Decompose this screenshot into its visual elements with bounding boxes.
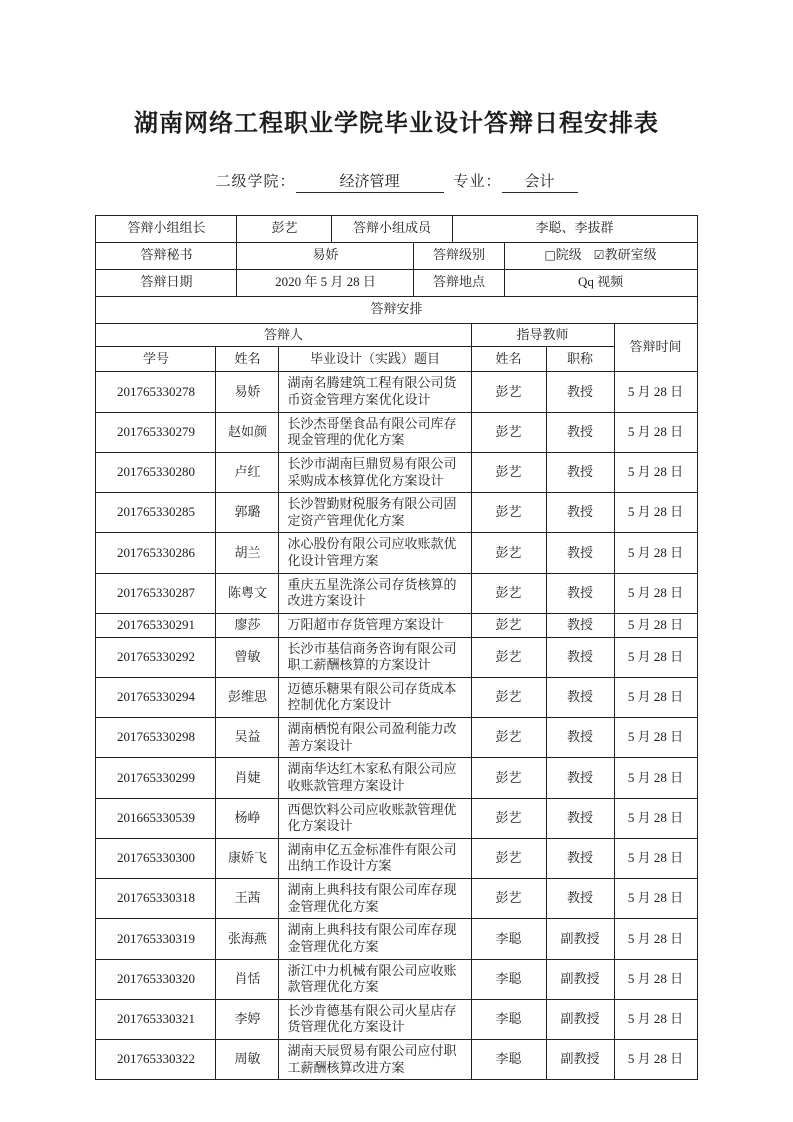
schedule-row [96,637,697,677]
advisor-title-cell: 教授 [546,879,614,919]
topic-column-header: 毕业设计（实践）题目 [279,347,471,372]
advisor-name-cell: 彭艺 [471,637,546,677]
topic-cell: 长沙杰哥堡食品有限公司库存现金管理的优化方案 [279,412,471,452]
form-header-line [0,170,793,193]
topic-cell: 湖南华达红木家私有限公司应收账款管理方案设计 [279,758,471,798]
schedule-column-header-row [96,347,697,372]
schedule-row [96,533,697,573]
advisor-title-cell: 教授 [546,533,614,573]
defense-time-cell: 5 月 28 日 [614,372,697,412]
advisor-group-header: 指导教师 [471,323,614,347]
defense-info-table [95,215,697,324]
student-id-cell: 201765330300 [96,838,216,878]
student-name-cell: 曾敏 [216,637,279,677]
student-id-cell: 201765330319 [96,919,216,959]
student-name-cell: 彭维思 [216,677,279,717]
topic-cell: 长沙肯德基有限公司火星店存货管理优化方案设计 [279,999,471,1039]
defense-time-cell: 5 月 28 日 [614,838,697,878]
student-id-cell: 201665330539 [96,798,216,838]
advisor-name-cell: 李聪 [471,999,546,1039]
advisor-title-cell: 教授 [546,493,614,533]
defense-time-cell: 5 月 28 日 [614,798,697,838]
schedule-row [96,919,697,959]
topic-cell: 冰心股份有限公司应收账款优化设计管理方案 [279,533,471,573]
advisor-name-cell: 彭艺 [471,613,546,637]
level-option-institute [544,247,581,262]
date-label: 答辩日期 [96,269,237,296]
defense-time-cell: 5 月 28 日 [614,919,697,959]
major-label: 专业： [453,174,502,190]
advisor-title-cell: 教授 [546,412,614,452]
schedule-row [96,718,697,758]
schedule-row [96,677,697,717]
schedule-row [96,838,697,878]
schedule-row [96,613,697,637]
advisor-title-cell: 教授 [546,677,614,717]
advisor-title-cell: 教授 [546,452,614,492]
topic-cell: 湖南栖悦有限公司盈利能力改善方案设计 [279,718,471,758]
advisor-name-cell: 彭艺 [471,372,546,412]
topic-cell: 湖南上典科技有限公司库存现金管理优化方案 [279,879,471,919]
date-value: 2020 年 5 月 28 日 [237,269,414,296]
schedule-group-header-row [96,323,697,347]
college-value: 经济管理 [296,173,444,193]
advisor-title-cell: 教授 [546,573,614,613]
student-name-cell: 肖恬 [216,959,279,999]
student-id-column-header: 学号 [96,347,216,372]
topic-cell: 湖南名腾建筑工程有限公司货币资金管理方案优化设计 [279,372,471,412]
defender-group-header: 答辩人 [96,323,471,347]
student-id-cell: 201765330294 [96,677,216,717]
advisor-title-cell: 教授 [546,798,614,838]
advisor-title-cell: 教授 [546,613,614,637]
schedule-row [96,573,697,613]
schedule-rows-body [96,372,697,1080]
advisor-name-cell: 李聪 [471,919,546,959]
checkbox-unchecked-icon: □ [544,248,556,263]
secretary-value: 易娇 [237,242,414,269]
advisor-title-cell: 教授 [546,718,614,758]
schedule-row [96,412,697,452]
student-id-cell: 201765330287 [96,573,216,613]
student-id-cell: 201765330299 [96,758,216,798]
schedule-row [96,959,697,999]
advisor-name-cell: 彭艺 [471,758,546,798]
defense-time-cell: 5 月 28 日 [614,452,697,492]
group-leader-value: 彭艺 [237,215,332,242]
schedule-row [96,372,697,412]
student-id-cell: 201765330292 [96,637,216,677]
advisor-title-cell: 副教授 [546,919,614,959]
student-id-cell: 201765330285 [96,493,216,533]
student-name-cell: 张海燕 [216,919,279,959]
checkbox-checked-icon: ☑ [593,248,605,263]
schedule-row [96,758,697,798]
defense-time-cell: 5 月 28 日 [614,412,697,452]
student-name-column-header: 姓名 [216,347,279,372]
advisor-name-cell: 彭艺 [471,838,546,878]
advisor-title-cell: 教授 [546,838,614,878]
topic-cell: 万阳超市存货管理方案设计 [279,613,471,637]
defense-time-cell: 5 月 28 日 [614,1040,697,1080]
group-leader-label: 答辩小组组长 [96,215,237,242]
level-option-institute-label: 院级 [555,247,582,263]
location-label: 答辩地点 [414,269,504,296]
info-row-secretary [96,242,697,269]
advisor-name-cell: 李聪 [471,959,546,999]
advisor-name-cell: 彭艺 [471,533,546,573]
advisor-name-cell: 彭艺 [471,452,546,492]
level-option-teaching-office [594,247,657,262]
schedule-row [96,1040,697,1080]
schedule-row [96,798,697,838]
student-id-cell: 201765330318 [96,879,216,919]
info-row-arrangement [96,296,697,323]
student-name-cell: 肖婕 [216,758,279,798]
student-id-cell: 201765330279 [96,412,216,452]
defense-time-cell: 5 月 28 日 [614,999,697,1039]
student-name-cell: 赵如颜 [216,412,279,452]
advisor-name-cell: 李聪 [471,1040,546,1080]
student-name-cell: 杨峥 [216,798,279,838]
student-name-cell: 康娇飞 [216,838,279,878]
defense-time-cell: 5 月 28 日 [614,718,697,758]
topic-cell: 长沙市基信商务咨询有限公司职工薪酬核算的方案设计 [279,637,471,677]
student-name-cell: 郭璐 [216,493,279,533]
student-id-cell: 201765330286 [96,533,216,573]
topic-cell: 西偲饮料公司应收账款管理优化方案设计 [279,798,471,838]
defense-time-cell: 5 月 28 日 [614,959,697,999]
student-id-cell: 201765330298 [96,718,216,758]
info-row-date [96,269,697,296]
level-label: 答辩级别 [414,242,504,269]
student-name-cell: 周敏 [216,1040,279,1080]
topic-cell: 湖南申亿五金标准件有限公司出纳工作设计方案 [279,838,471,878]
student-id-cell: 201765330321 [96,999,216,1039]
schedule-row [96,879,697,919]
level-option-teaching-office-label: 教研室级 [604,247,657,263]
student-name-cell: 胡兰 [216,533,279,573]
student-id-cell: 201765330280 [96,452,216,492]
advisor-title-cell: 教授 [546,637,614,677]
advisor-title-cell: 副教授 [546,999,614,1039]
student-id-cell: 201765330322 [96,1040,216,1080]
advisor-title-cell: 教授 [546,372,614,412]
student-id-cell: 201765330320 [96,959,216,999]
level-options-cell [504,242,697,269]
student-name-cell: 陈粤文 [216,573,279,613]
time-column-header: 答辩时间 [614,323,697,372]
advisor-title-cell: 教授 [546,758,614,798]
defense-time-cell: 5 月 28 日 [614,637,697,677]
topic-cell: 湖南天辰贸易有限公司应付职工薪酬核算改进方案 [279,1040,471,1080]
topic-cell: 湖南上典科技有限公司库存现金管理优化方案 [279,919,471,959]
college-label: 二级学院： [215,174,296,190]
defense-time-cell: 5 月 28 日 [614,573,697,613]
group-members-value: 李聪、李拔群 [452,215,697,242]
topic-cell: 迈德乐糖果有限公司存货成本控制优化方案设计 [279,677,471,717]
defense-schedule-table [95,323,697,1081]
arrangement-section-label: 答辩安排 [96,296,697,323]
schedule-row [96,452,697,492]
student-name-cell: 卢红 [216,452,279,492]
defense-time-cell: 5 月 28 日 [614,758,697,798]
defense-time-cell: 5 月 28 日 [614,493,697,533]
schedule-row [96,493,697,533]
student-name-cell: 李婷 [216,999,279,1039]
advisor-name-column-header: 姓名 [471,347,546,372]
advisor-title-cell: 副教授 [546,959,614,999]
group-members-label: 答辩小组成员 [332,215,452,242]
advisor-name-cell: 彭艺 [471,879,546,919]
advisor-name-cell: 彭艺 [471,573,546,613]
defense-time-cell: 5 月 28 日 [614,879,697,919]
topic-cell: 浙江中力机械有限公司应收账款管理优化方案 [279,959,471,999]
student-name-cell: 易娇 [216,372,279,412]
advisor-name-cell: 彭艺 [471,412,546,452]
advisor-title-cell: 副教授 [546,1040,614,1080]
location-value: Qq 视频 [504,269,697,296]
advisor-name-cell: 彭艺 [471,718,546,758]
topic-cell: 长沙市湖南巨鼎贸易有限公司采购成本核算优化方案设计 [279,452,471,492]
secretary-label: 答辩秘书 [96,242,237,269]
advisor-name-cell: 彭艺 [471,798,546,838]
topic-cell: 重庆五星洗涤公司存货核算的改进方案设计 [279,573,471,613]
defense-time-cell: 5 月 28 日 [614,677,697,717]
schedule-row [96,999,697,1039]
student-name-cell: 王茜 [216,879,279,919]
topic-cell: 长沙智勤财税服务有限公司固定资产管理优化方案 [279,493,471,533]
defense-time-cell: 5 月 28 日 [614,613,697,637]
student-name-cell: 吴益 [216,718,279,758]
major-value: 会计 [502,173,578,193]
advisor-title-column-header: 职称 [546,347,614,372]
student-name-cell: 廖莎 [216,613,279,637]
info-row-group [96,215,697,242]
advisor-name-cell: 彭艺 [471,677,546,717]
defense-time-cell: 5 月 28 日 [614,533,697,573]
student-id-cell: 201765330278 [96,372,216,412]
student-id-cell: 201765330291 [96,613,216,637]
advisor-name-cell: 彭艺 [471,493,546,533]
page-title: 湖南网络工程职业学院毕业设计答辩日程安排表 [134,111,659,137]
